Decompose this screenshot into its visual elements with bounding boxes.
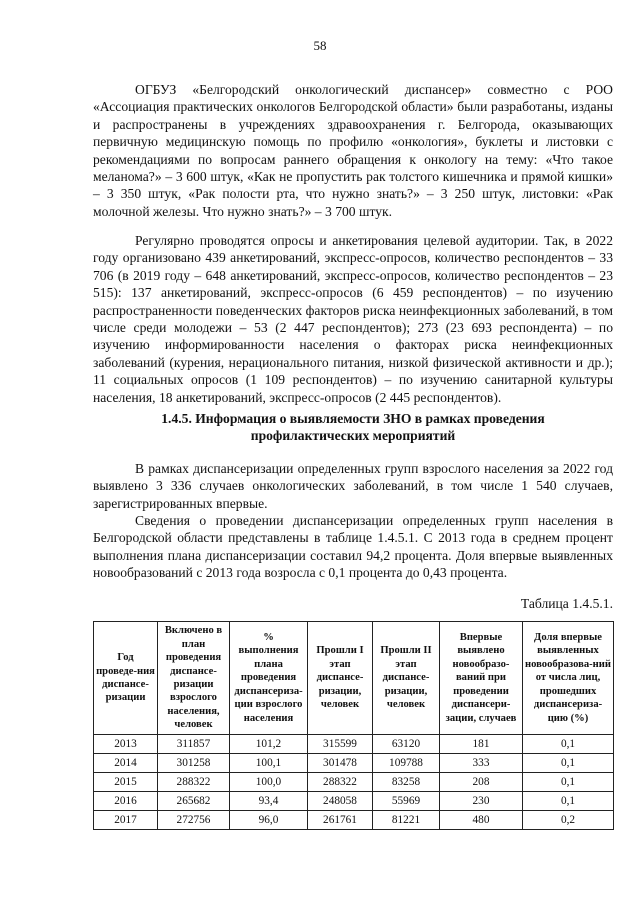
table-cell: 301258: [158, 754, 230, 773]
table-cell: 0,2: [523, 811, 614, 830]
table-row: [94, 792, 614, 811]
paragraph-text: Регулярно проводятся опросы и анкетирования целевой аудитории. Так, в 2022 году организовано 439 анкетирований, экспресс-опросов, количество респондентов – 33 706 (в 2019 году – 648 анкетирований, экспресс-опросов, количество респондентов – 23 515): 137 анкетирований, экспресс-опросов (6 459 респондентов) – по изучению распространенности поведенческих факторов риска неинфекционных заболеваний, в том числе среди молодежи – 53 (2 447 респондентов); 273 (23 693 респондента) – по изучению информированности населения о факторах риска неинфекционных заболеваний (курения, нерационального питания, низкой физической активности и др.); 11 социальных опросов (1 109 респондентов) – по изучению санитарной культуры населения, 18 анкетирований, экспресс-опросов (2 445 респондентов).: [93, 233, 613, 405]
paragraph-text: В рамках диспансеризации определенных групп взрослого населения за 2022 год выявлено 3 336 случаев онкологических заболеваний, в том числе 1 540 случаев, зарегистрированных впервые.: [93, 461, 613, 511]
column-header: Впервые выявлено новообразо-ваний при проведении диспансери-зации, случаев: [440, 622, 523, 735]
paragraph-surveys: [93, 232, 613, 406]
table-cell: 100,1: [230, 754, 308, 773]
table-cell: 109788: [373, 754, 440, 773]
table-row: [94, 754, 614, 773]
table-cell: 0,1: [523, 754, 614, 773]
table-cell: 181: [440, 735, 523, 754]
table-header-row: [94, 622, 614, 735]
table-cell: 261761: [308, 811, 373, 830]
paragraph-dispensary-summary: [93, 512, 613, 582]
section-heading-line: 1.4.5. Информация о выявляемости ЗНО в рамках проведения: [161, 411, 545, 426]
table-cell: 272756: [158, 811, 230, 830]
column-header: % выполнения плана проведения диспансериза-ции взрослого населения: [230, 622, 308, 735]
table-cell: 333: [440, 754, 523, 773]
table-cell: 480: [440, 811, 523, 830]
table-cell: 288322: [158, 773, 230, 792]
table-cell: 265682: [158, 792, 230, 811]
section-heading: [93, 410, 613, 445]
table-cell: 288322: [308, 773, 373, 792]
table-cell: 63120: [373, 735, 440, 754]
paragraph-dispensary-cases: [93, 460, 613, 512]
paragraph-text: ОГБУЗ «Белгородский онкологический диспансер» совместно с РОО «Ассоциация практических онкологов Белгородской области» были разработаны, изданы и распространены в учреждениях здравоохранения г. Белгорода, оказывающих первичную медицинскую помощь по профилю «онкология», буклеты и листовки с рекомендациями по вопросам раннего обращения к онкологу на тему: «Что такое меланома?» – 3 600 штук, «Как не пропустить рак толстого кишечника и прямой кишки» – 3 350 штук, «Рак полости рта, что нужно знать?» – 3 250 штук, листовки: «Рак молочной железы. Что нужно знать?» – 3 700 штук.: [93, 82, 613, 219]
table-cell: 100,0: [230, 773, 308, 792]
table-cell: 96,0: [230, 811, 308, 830]
paragraph-brochures: [93, 81, 613, 220]
column-header: Прошли I этап диспансе-ризации, человек: [308, 622, 373, 735]
table-cell: 248058: [308, 792, 373, 811]
table-cell: 55969: [373, 792, 440, 811]
table-cell: 83258: [373, 773, 440, 792]
table-cell: 93,4: [230, 792, 308, 811]
table-cell: 0,1: [523, 735, 614, 754]
table-row: [94, 773, 614, 792]
table-cell: 2015: [94, 773, 158, 792]
column-header: Доля впервые выявленных новообразова-ний от числа лиц, прошедших диспансериза-цию (%): [523, 622, 614, 735]
table-cell: 230: [440, 792, 523, 811]
table-row: [94, 735, 614, 754]
table-caption: Таблица 1.4.5.1.: [520, 596, 613, 611]
page-number: 58: [313, 38, 327, 53]
table-cell: 2013: [94, 735, 158, 754]
table-cell: 2017: [94, 811, 158, 830]
section-heading-line: профилактических мероприятий: [250, 428, 456, 444]
table-cell: 2014: [94, 754, 158, 773]
table-cell: 2016: [94, 792, 158, 811]
table-cell: 311857: [158, 735, 230, 754]
column-header: Включено в план проведения диспансе-ризации взрослого населения, человек: [158, 622, 230, 735]
column-header: Год проведе-ния диспансе-ризации: [94, 622, 158, 735]
table-cell: 101,2: [230, 735, 308, 754]
paragraph-text: Сведения о проведении диспансеризации определенных групп населения в Белгородской области представлены в таблице 1.4.5.1. С 2013 года в среднем процент выполнения плана диспансеризации составил 94,2 процента. Доля впервые выявленных новообразований с 2013 года возросла с 0,1 процента до 0,43 процента.: [93, 513, 613, 581]
table-row: [94, 811, 614, 830]
table-cell: 208: [440, 773, 523, 792]
table-cell: 301478: [308, 754, 373, 773]
column-header: Прошли II этап диспансе-ризации, человек: [373, 622, 440, 735]
table-cell: 0,1: [523, 773, 614, 792]
table-cell: 0,1: [523, 792, 614, 811]
table-cell: 315599: [308, 735, 373, 754]
table-cell: 81221: [373, 811, 440, 830]
dispensary-table: [93, 621, 614, 830]
